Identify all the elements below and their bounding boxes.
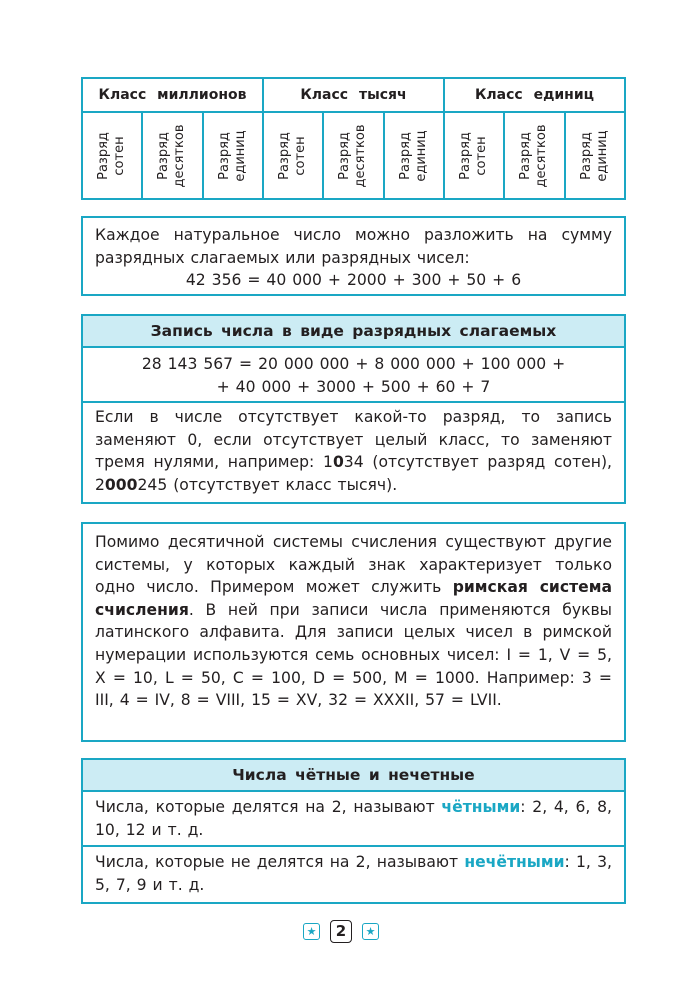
class-title: Класс миллионов bbox=[83, 79, 262, 113]
even-definition: Числа, которые делятся на 2, называют чётными: 2, 4, 6, 8, 10, 12 и т. д. bbox=[95, 798, 612, 839]
rank-cell: Разряд единиц bbox=[383, 113, 443, 198]
rank-cell: Разряд десятков bbox=[141, 113, 201, 198]
rank-cell: Разряд сотен bbox=[458, 131, 490, 180]
decomposition-text: Каждое натуральное число можно разложить на сумму разрядных слагаемых или разрядных чисел: bbox=[95, 226, 612, 267]
rank-cell: Разряд сотен bbox=[277, 131, 309, 180]
class-thousands bbox=[262, 79, 443, 198]
page-number: 2 bbox=[330, 920, 352, 943]
section-title: Числа чётные и нечетные bbox=[83, 760, 624, 792]
rank-cell: Разряд десятков bbox=[322, 113, 382, 198]
rank-cell: Разряд десятков bbox=[503, 113, 563, 198]
formula-line: 28 143 567 = 20 000 000 + 8 000 000 + 100 000 + bbox=[141, 355, 566, 373]
odd-term: нечётными bbox=[464, 853, 565, 872]
class-units bbox=[443, 79, 624, 198]
formula-line: + 40 000 + 3000 + 500 + 60 + 7 bbox=[216, 377, 491, 396]
class-title: Класс тысяч bbox=[264, 79, 443, 113]
star-icon: ★ bbox=[362, 923, 379, 940]
rank-cell: Разряд единиц bbox=[202, 113, 262, 198]
odd-definition: Числа, которые не делятся на 2, называют нечётными: 1, 3, 5, 7, 9 и т. д. bbox=[95, 853, 612, 894]
class-title: Класс единиц bbox=[445, 79, 624, 113]
class-millions bbox=[83, 79, 262, 198]
roman-text: Помимо десятичной системы счисления существуют другие системы, у которых каждый знак характеризует только одно число. Примером может служить римская система счисления. В ней при записи числа применяются буквы латинского алфавита. Для записи целых чисел в римской нумерации используются семь основных чисел: I = 1, V = 5, X = 10, L = 50, C = 100, D = 500, M = 1000. Например: 3 = III, 4 = IV, 8 = VIII, 15 = XV, 32 = XXXII, 57 = LVII. bbox=[95, 533, 612, 710]
decomposition-box bbox=[81, 216, 626, 296]
place-value-box bbox=[81, 314, 626, 504]
place-value-table bbox=[81, 77, 626, 200]
rank-cell: Разряд сотен bbox=[96, 131, 128, 180]
decomposition-example: 42 356 = 40 000 + 2000 + 300 + 50 + 6 bbox=[185, 271, 522, 290]
rank-cell: Разряд единиц bbox=[564, 113, 624, 198]
even-term: чётными bbox=[441, 798, 521, 816]
roman-term: римская система счисления bbox=[95, 578, 612, 619]
roman-numerals-box bbox=[81, 522, 626, 742]
section-title: Запись числа в виде разрядных слагаемых bbox=[83, 316, 624, 348]
star-icon: ★ bbox=[303, 923, 320, 940]
missing-digit-rule: Если в числе отсутствует какой-то разряд, то запись заменяют 0, если отсутствует целый класс, то заменяют тремя нулями, например: 1034 (отсутствует разряд сотен), 2000245 (отсутствует класс тысяч). bbox=[95, 408, 612, 494]
even-odd-box bbox=[81, 758, 626, 904]
page-footer bbox=[0, 920, 682, 943]
place-value-formula bbox=[83, 348, 624, 401]
